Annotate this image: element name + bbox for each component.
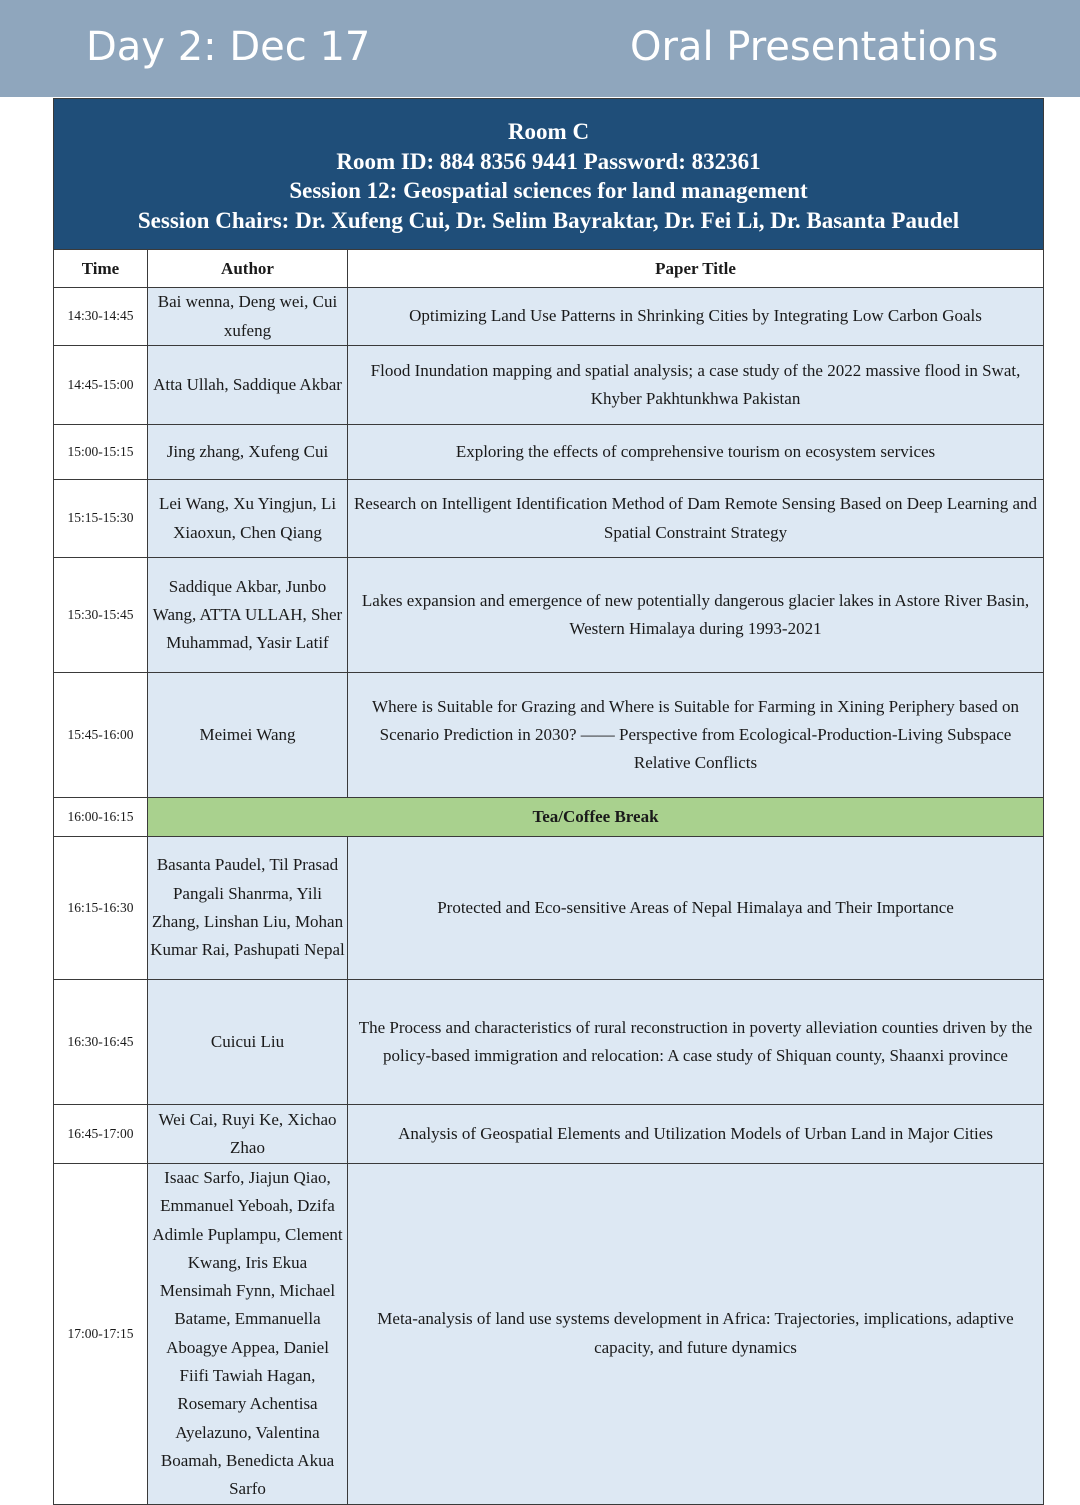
author-cell: Isaac Sarfo, Jiajun Qiao, Emmanuel Yeboah, Dzifa Adimle Puplampu, Clement Kwang, Iris Ekua Mensimah Fynn, Michael Batame, Emmanuella Aboagye Appea, Daniel Fiifi Tawiah Hagan, Rosemary Achentisa Ayelazuno, Valentina Boamah, Benedicta Akua Sarfo [148, 1164, 348, 1505]
table-row [54, 558, 1044, 673]
column-header-row [54, 250, 1044, 288]
title-cell: Exploring the effects of comprehensive tourism on ecosystem services [348, 425, 1044, 480]
title-cell: Lakes expansion and emergence of new potentially dangerous glacier lakes in Astore River Basin, Western Himalaya during 1993-2021 [348, 558, 1044, 673]
schedule-table [53, 98, 1044, 1505]
time-cell: 15:15-15:30 [54, 480, 148, 558]
time-cell: 16:45-17:00 [54, 1105, 148, 1164]
time-cell: 16:15-16:30 [54, 837, 148, 980]
author-cell: Lei Wang, Xu Yingjun, Li Xiaoxun, Chen Qiang [148, 480, 348, 558]
time-cell: 15:30-15:45 [54, 558, 148, 673]
time-cell: 17:00-17:15 [54, 1164, 148, 1505]
table-row [54, 346, 1044, 425]
column-header-time: Time [54, 250, 148, 288]
author-cell: Jing zhang, Xufeng Cui [148, 425, 348, 480]
table-row [54, 288, 1044, 346]
column-header-author: Author [148, 250, 348, 288]
room-id-password: Room ID: 884 8356 9441 Password: 832361 [336, 148, 761, 174]
time-cell: 15:00-15:15 [54, 425, 148, 480]
title-cell: The Process and characteristics of rural reconstruction in poverty alleviation counties driven by the policy-based immigration and relocation: A case study of Shiquan county, Shaanxi province [348, 980, 1044, 1105]
table-row [54, 480, 1044, 558]
table-row [54, 425, 1044, 480]
title-cell: Where is Suitable for Grazing and Where is Suitable for Farming in Xining Periphery based on Scenario Prediction in 2030? —— Perspective from Ecological-Production-Living Subspace Relative Conflicts [348, 673, 1044, 798]
title-cell: Analysis of Geospatial Elements and Utilization Models of Urban Land in Major Cities [348, 1105, 1044, 1164]
author-cell: Bai wenna, Deng wei, Cui xufeng [148, 288, 348, 346]
title-cell: Protected and Eco-sensitive Areas of Nepal Himalaya and Their Importance [348, 837, 1044, 980]
title-cell: Flood Inundation mapping and spatial analysis; a case study of the 2022 massive flood in Swat, Khyber Pakhtunkhwa Pakistan [348, 346, 1044, 425]
table-row [54, 980, 1044, 1105]
session-name: Session 12: Geospatial sciences for land management [289, 178, 808, 203]
table-row [54, 1164, 1044, 1505]
author-cell: Wei Cai, Ruyi Ke, Xichao Zhao [148, 1105, 348, 1164]
column-header-title: Paper Title [348, 250, 1044, 288]
author-cell: Cuicui Liu [148, 980, 348, 1105]
author-cell: Atta Ullah, Saddique Akbar [148, 346, 348, 425]
author-cell: Meimei Wang [148, 673, 348, 798]
session-header [54, 99, 1044, 250]
table-row [54, 1105, 1044, 1164]
time-cell: 16:30-16:45 [54, 980, 148, 1105]
header-banner [0, 0, 1080, 97]
table-row [54, 673, 1044, 798]
break-row [54, 798, 1044, 837]
day-label: Day 2: Dec 17 [86, 24, 371, 70]
title-cell: Optimizing Land Use Patterns in Shrinking Cities by Integrating Low Carbon Goals [348, 288, 1044, 346]
break-label: Tea/Coffee Break [148, 798, 1044, 837]
time-cell: 14:30-14:45 [54, 288, 148, 346]
author-cell: Saddique Akbar, Junbo Wang, ATTA ULLAH, Sher Muhammad, Yasir Latif [148, 558, 348, 673]
author-cell: Basanta Paudel, Til Prasad Pangali Shanrma, Yili Zhang, Linshan Liu, Mohan Kumar Rai, Pashupati Nepal [148, 837, 348, 980]
title-cell: Meta-analysis of land use systems development in Africa: Trajectories, implications, adaptive capacity, and future dynamics [348, 1164, 1044, 1505]
time-cell: 14:45-15:00 [54, 346, 148, 425]
time-cell: 16:00-16:15 [54, 798, 148, 837]
section-title: Oral Presentations [630, 24, 999, 70]
title-cell: Research on Intelligent Identification Method of Dam Remote Sensing Based on Deep Learning and Spatial Constraint Strategy [348, 480, 1044, 558]
session-chairs: Session Chairs: Dr. Xufeng Cui, Dr. Selim Bayraktar, Dr. Fei Li, Dr. Basanta Paudel [137, 207, 960, 233]
time-cell: 15:45-16:00 [54, 673, 148, 798]
table-row [54, 837, 1044, 980]
room-name: Room C [507, 119, 590, 144]
